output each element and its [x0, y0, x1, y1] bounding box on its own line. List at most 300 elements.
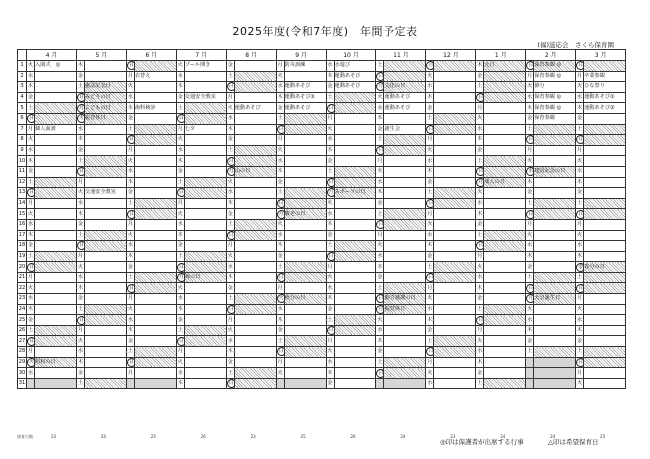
- holiday-circle-mark: 日: [526, 284, 534, 293]
- holiday-circle-mark: 日: [376, 72, 384, 81]
- day-row: [18, 336, 626, 347]
- day-number: 31: [18, 378, 27, 389]
- holiday-circle-mark: 月: [426, 61, 434, 70]
- month-header: 8 月: [226, 50, 276, 61]
- event-cell: [534, 283, 576, 294]
- weekday-cell: 土: [576, 347, 584, 358]
- event-cell: [434, 135, 476, 146]
- event-cell: [534, 378, 576, 389]
- holiday-circle-mark: 月: [476, 178, 484, 187]
- weekday-cell: 土: [376, 283, 384, 294]
- event-cell: [484, 368, 526, 379]
- weekday-cell: 金: [376, 124, 384, 135]
- event-cell: [434, 209, 476, 220]
- weekday-cell: 木: [176, 230, 184, 241]
- weekday-cell: 木: [27, 230, 35, 241]
- weekday-cell: 水: [226, 188, 234, 199]
- weekday-cell: 火: [326, 272, 334, 283]
- event-cell: [384, 347, 426, 358]
- event-cell: [184, 188, 226, 199]
- holiday-circle-mark: 日: [127, 61, 135, 70]
- event-cell: [234, 304, 276, 315]
- event-cell: [434, 347, 476, 358]
- weekday-cell: 火: [526, 304, 534, 315]
- event-cell: [484, 135, 526, 146]
- weekday-cell: 土: [126, 347, 134, 358]
- event-cell: [234, 230, 276, 241]
- weekday-cell: 水: [526, 92, 534, 103]
- event-cell: [284, 325, 326, 336]
- event-cell: [35, 219, 77, 230]
- weekday-cell: 土: [426, 262, 434, 273]
- event-cell: [184, 219, 226, 230]
- holiday-circle-mark: 日: [327, 326, 335, 335]
- event-cell: [134, 124, 176, 135]
- event-cell: 敬老の日: [284, 209, 326, 220]
- weekday-cell: [276, 209, 284, 220]
- event-cell: [434, 378, 476, 389]
- holiday-circle-mark: 日: [227, 82, 235, 91]
- event-cell: [434, 315, 476, 326]
- day-number: 19: [18, 251, 27, 262]
- weekday-cell: 月: [27, 272, 35, 283]
- weekday-cell: [526, 294, 534, 305]
- event-cell: [134, 61, 176, 72]
- weekday-cell: 水: [276, 156, 284, 167]
- event-cell: [35, 347, 77, 358]
- weekday-cell: 土: [376, 61, 384, 72]
- event-cell: [35, 294, 77, 305]
- day-number: 28: [18, 347, 27, 358]
- weekday-cell: 土: [126, 272, 134, 283]
- day-row: [18, 92, 626, 103]
- weekday-cell: 月: [76, 325, 84, 336]
- event-cell: [334, 251, 376, 262]
- event-cell: [584, 113, 626, 124]
- event-cell: [334, 262, 376, 273]
- event-cell: [134, 198, 176, 209]
- event-cell: [584, 166, 626, 177]
- event-cell: [284, 166, 326, 177]
- event-cell: [334, 230, 376, 241]
- weekday-cell: [576, 61, 584, 72]
- day-count: 24: [550, 434, 556, 439]
- event-cell: [134, 209, 176, 220]
- day-number: 22: [18, 283, 27, 294]
- weekday-cell: 金: [176, 166, 184, 177]
- weekday-cell: [176, 188, 184, 199]
- event-cell: 交通安全教室: [84, 188, 126, 199]
- weekday-cell: [176, 113, 184, 124]
- weekday-cell: 土: [27, 177, 35, 188]
- weekday-cell: 金: [76, 294, 84, 305]
- weekday-cell: 水: [276, 82, 284, 93]
- weekday-cell: [276, 347, 284, 358]
- event-cell: [184, 294, 226, 305]
- holiday-circle-mark: 日: [277, 125, 285, 134]
- event-cell: [484, 294, 526, 305]
- holiday-circle-mark: 日: [127, 358, 135, 367]
- event-cell: [84, 209, 126, 220]
- weekday-cell: [376, 82, 384, 93]
- event-cell: [184, 262, 226, 273]
- day-number: 21: [18, 272, 27, 283]
- weekday-cell: 火: [126, 230, 134, 241]
- weekday-cell: [27, 336, 35, 347]
- weekday-cell: 火: [76, 262, 84, 273]
- event-cell: [384, 357, 426, 368]
- weekday-cell: 水: [126, 315, 134, 326]
- event-cell: [84, 135, 126, 146]
- event-cell: [384, 166, 426, 177]
- event-cell: [234, 71, 276, 82]
- weekday-cell: 火: [76, 336, 84, 347]
- weekday-cell: 月: [27, 347, 35, 358]
- weekday-cell: 火: [27, 61, 35, 72]
- event-cell: [434, 230, 476, 241]
- event-cell: [84, 347, 126, 358]
- day-number: 30: [18, 368, 27, 379]
- event-cell: [534, 230, 576, 241]
- weekday-cell: 水: [576, 241, 584, 252]
- event-cell: [484, 304, 526, 315]
- holiday-circle-mark: 月: [227, 167, 235, 176]
- holiday-circle-mark: 月: [376, 305, 384, 314]
- event-cell: [434, 82, 476, 93]
- weekday-cell: 木: [476, 357, 484, 368]
- event-cell: [284, 156, 326, 167]
- weekday-cell: [126, 135, 134, 146]
- weekday-cell: 金: [76, 368, 84, 379]
- weekday-cell: 土: [226, 294, 234, 305]
- weekday-cell: [126, 357, 134, 368]
- event-cell: [534, 135, 576, 146]
- event-cell: [35, 113, 77, 124]
- event-cell: [334, 219, 376, 230]
- weekday-cell: 木: [476, 61, 484, 72]
- weekday-cell: 水: [76, 124, 84, 135]
- event-cell: [84, 251, 126, 262]
- weekday-cell: 金: [126, 262, 134, 273]
- weekday-cell: 火: [476, 336, 484, 347]
- weekday-cell: 木: [276, 315, 284, 326]
- day-number: 7: [18, 124, 27, 135]
- event-cell: [484, 166, 526, 177]
- weekday-cell: [376, 378, 384, 389]
- weekday-cell: 木: [27, 156, 35, 167]
- event-cell: [134, 272, 176, 283]
- event-cell: [584, 336, 626, 347]
- weekday-cell: 金: [126, 336, 134, 347]
- weekday-cell: 金: [576, 336, 584, 347]
- event-cell: [284, 188, 326, 199]
- event-cell: [434, 219, 476, 230]
- event-cell: [284, 198, 326, 209]
- weekday-cell: [526, 135, 534, 146]
- weekday-cell: 火: [426, 294, 434, 305]
- holiday-circle-mark: 火: [277, 294, 285, 303]
- event-cell: [184, 230, 226, 241]
- weekday-cell: [326, 251, 334, 262]
- weekday-cell: 火: [126, 82, 134, 93]
- event-cell: [334, 378, 376, 389]
- day-number: 25: [18, 315, 27, 326]
- weekday-cell: 金: [27, 92, 35, 103]
- event-cell: 勤労感謝の日: [384, 294, 426, 305]
- weekday-cell: 火: [226, 177, 234, 188]
- event-cell: [184, 347, 226, 358]
- weekday-cell: 水: [176, 219, 184, 230]
- day-number-header: [18, 50, 27, 61]
- event-cell: [84, 219, 126, 230]
- event-cell: 憲法記念日: [84, 82, 126, 93]
- month-header: 6 月: [126, 50, 176, 61]
- weekday-cell: 水: [27, 368, 35, 379]
- weekday-cell: 木: [326, 368, 334, 379]
- weekday-cell: 金: [326, 304, 334, 315]
- event-cell: [84, 71, 126, 82]
- weekday-cell: 金: [526, 336, 534, 347]
- event-cell: [434, 283, 476, 294]
- day-row: [18, 304, 626, 315]
- event-cell: [384, 325, 426, 336]
- weekday-cell: 木: [226, 347, 234, 358]
- event-cell: [334, 198, 376, 209]
- day-row: [18, 177, 626, 188]
- weekday-cell: 火: [576, 156, 584, 167]
- weekday-cell: [226, 156, 234, 167]
- weekday-cell: [476, 177, 484, 188]
- weekday-cell: [326, 188, 334, 199]
- weekday-cell: 月: [226, 241, 234, 252]
- weekday-cell: 木: [126, 251, 134, 262]
- day-count: 23: [450, 434, 456, 439]
- weekday-cell: 火: [176, 209, 184, 220]
- holiday-circle-mark: 日: [277, 199, 285, 208]
- weekday-cell: 月: [126, 71, 134, 82]
- weekday-cell: 金: [476, 71, 484, 82]
- weekday-cell: 土: [476, 82, 484, 93]
- event-cell: [134, 294, 176, 305]
- event-cell: [334, 92, 376, 103]
- weekday-cell: 土: [376, 135, 384, 146]
- holiday-circle-mark: 日: [576, 210, 584, 219]
- weekday-cell: 火: [426, 219, 434, 230]
- weekday-cell: [326, 103, 334, 114]
- weekday-cell: 水: [476, 347, 484, 358]
- event-cell: [334, 103, 376, 114]
- weekday-cell: 木: [27, 304, 35, 315]
- weekday-cell: 木: [176, 82, 184, 93]
- event-cell: [284, 347, 326, 358]
- holiday-circle-mark: 日: [376, 220, 384, 229]
- weekday-cell: [76, 166, 84, 177]
- weekday-cell: [526, 209, 534, 220]
- weekday-cell: [276, 124, 284, 135]
- event-cell: 建国記念の日: [534, 166, 576, 177]
- event-cell: [35, 209, 77, 220]
- event-cell: 防災訓練: [284, 61, 326, 72]
- weekday-cell: 木: [576, 251, 584, 262]
- event-cell: [134, 378, 176, 389]
- event-cell: [384, 135, 426, 146]
- event-cell: [284, 230, 326, 241]
- weekday-cell: 土: [376, 209, 384, 220]
- weekday-cell: 金: [276, 177, 284, 188]
- event-cell: こどもの日: [84, 103, 126, 114]
- event-cell: 振替休日: [84, 113, 126, 124]
- event-cell: [134, 219, 176, 230]
- event-cell: [84, 336, 126, 347]
- weekday-cell: 土: [326, 92, 334, 103]
- event-cell: [334, 304, 376, 315]
- weekday-cell: [326, 177, 334, 188]
- weekday-cell: 火: [176, 357, 184, 368]
- weekday-cell: 月: [126, 219, 134, 230]
- weekday-cell: 火: [276, 71, 284, 82]
- event-cell: [234, 145, 276, 156]
- day-count: 23: [250, 434, 256, 439]
- weekday-cell: [526, 283, 534, 294]
- weekday-cell: [576, 283, 584, 294]
- weekday-cell: [27, 357, 35, 368]
- event-cell: [534, 177, 576, 188]
- event-cell: [234, 378, 276, 389]
- weekday-cell: [226, 378, 234, 389]
- weekday-cell: 土: [276, 336, 284, 347]
- event-cell: [184, 177, 226, 188]
- event-cell: [434, 166, 476, 177]
- event-cell: [434, 198, 476, 209]
- day-number: 12: [18, 177, 27, 188]
- event-cell: [134, 230, 176, 241]
- weekday-cell: 金: [426, 177, 434, 188]
- event-cell: 運動あそび: [384, 103, 426, 114]
- event-cell: [584, 272, 626, 283]
- weekday-cell: 木: [76, 61, 84, 72]
- weekday-cell: 火: [476, 188, 484, 199]
- day-number: 23: [18, 294, 27, 305]
- event-cell: [434, 124, 476, 135]
- weekday-cell: 水: [276, 304, 284, 315]
- event-cell: [384, 188, 426, 199]
- weekday-cell: 水: [426, 378, 434, 389]
- event-cell: 運動あそび: [284, 103, 326, 114]
- event-cell: [484, 336, 526, 347]
- day-row: [18, 357, 626, 368]
- weekday-cell: 火: [76, 188, 84, 199]
- weekday-cell: 水: [27, 145, 35, 156]
- event-cell: [35, 135, 77, 146]
- day-row: [18, 113, 626, 124]
- holiday-circle-mark: 日: [127, 284, 135, 293]
- weekday-cell: 土: [276, 188, 284, 199]
- event-cell: [234, 336, 276, 347]
- event-cell: 秋分の日: [284, 294, 326, 305]
- weekday-cell: 月: [276, 283, 284, 294]
- annual-calendar-table: [17, 49, 626, 389]
- holiday-circle-mark: 日: [127, 135, 135, 144]
- event-cell: [584, 198, 626, 209]
- event-cell: [484, 71, 526, 82]
- day-row: [18, 209, 626, 220]
- page-title: 2025年度(令和7年度) 年間予定表: [232, 25, 418, 38]
- event-cell: [134, 92, 176, 103]
- event-cell: 運動あそび①: [284, 92, 326, 103]
- weekday-cell: [476, 166, 484, 177]
- holiday-circle-mark: 日: [177, 263, 185, 272]
- weekday-cell: 水: [126, 241, 134, 252]
- event-cell: [84, 294, 126, 305]
- event-cell: [184, 251, 226, 262]
- weekday-cell: [476, 92, 484, 103]
- event-cell: [434, 325, 476, 336]
- event-cell: [134, 177, 176, 188]
- day-number: 5: [18, 103, 27, 114]
- weekday-cell: 金: [326, 378, 334, 389]
- weekday-cell: 金: [426, 251, 434, 262]
- weekday-cell: 金: [226, 135, 234, 146]
- holiday-circle-mark: 日: [426, 125, 434, 134]
- weekday-cell: 木: [526, 251, 534, 262]
- event-cell: 卒業参観: [584, 71, 626, 82]
- weekday-cell: 火: [526, 156, 534, 167]
- event-cell: 保育参観 ◎: [534, 92, 576, 103]
- weekday-cell: 土: [476, 304, 484, 315]
- event-cell: [35, 230, 77, 241]
- weekday-cell: [376, 368, 384, 379]
- event-cell: [134, 304, 176, 315]
- event-cell: [434, 92, 476, 103]
- weekday-cell: 木: [126, 103, 134, 114]
- event-cell: [584, 325, 626, 336]
- weekday-cell: 土: [176, 103, 184, 114]
- event-cell: [184, 198, 226, 209]
- event-cell: [234, 251, 276, 262]
- event-cell: [584, 357, 626, 368]
- day-number: 1: [18, 61, 27, 72]
- weekday-cell: 木: [376, 262, 384, 273]
- holiday-circle-mark: 月: [376, 82, 384, 91]
- weekday-cell: 月: [226, 315, 234, 326]
- event-cell: [35, 304, 77, 315]
- event-cell: [334, 124, 376, 135]
- event-cell: [384, 145, 426, 156]
- event-cell: 海の日: [184, 272, 226, 283]
- event-cell: 運動あそび: [284, 82, 326, 93]
- weekday-cell: [27, 188, 35, 199]
- weekday-cell: 木: [176, 156, 184, 167]
- event-cell: [184, 368, 226, 379]
- weekday-cell: 金: [27, 241, 35, 252]
- weekday-cell: 水: [376, 177, 384, 188]
- event-cell: [584, 135, 626, 146]
- event-cell: [84, 368, 126, 379]
- weekday-cell: 金: [276, 103, 284, 114]
- event-cell: [534, 219, 576, 230]
- event-cell: [35, 177, 77, 188]
- event-cell: [35, 71, 77, 82]
- weekday-cell: [426, 124, 434, 135]
- event-cell: [384, 230, 426, 241]
- event-cell: [534, 156, 576, 167]
- weekday-cell: [526, 61, 534, 72]
- weekday-cell: 木: [326, 294, 334, 305]
- holiday-circle-mark: 日: [476, 167, 484, 176]
- weekday-cell: [426, 198, 434, 209]
- event-cell: [284, 145, 326, 156]
- event-cell: [35, 378, 77, 389]
